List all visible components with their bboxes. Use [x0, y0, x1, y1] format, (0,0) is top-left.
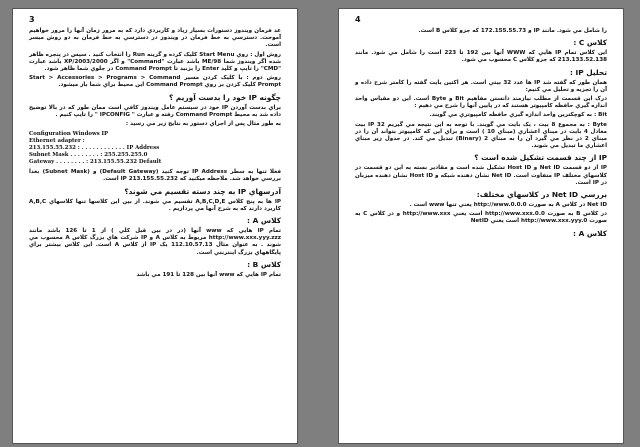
paragraph: به طور مثال پس از اجراي دستور به نتايج زير مي رسيد : — [125, 121, 281, 128]
ipconfig-output — [29, 131, 281, 166]
section-heading: آدرسهاي IP به چند دسته تقسيم مي شوند؟ — [124, 186, 281, 196]
paragraph: عد فرمان ويندوز دستورات بسيار زياد و کاربردي دارد که به مرور زمان آنها را مرور خواهيم آموخت. دسترسي به خط فرمان در ويندوز در دسترسي به خط فرمان به دو روش ميسر است. — [29, 28, 281, 49]
section-heading: کلاس C : — [573, 38, 607, 48]
paragraph: در کلاس B به صورت http://www.xxx.0.0 است يعني http://www.xxx و در کلاس C به صورت http://www.xxx.yyy.0 است يعني NetID — [355, 211, 607, 225]
paragraph: فعلا تنها به سطر IP Address توجه کنيد (Default Gateway) و (Subnet Mask) بعدا بررسي خواهد شد. ملاحظه ميکنيد که IP 213.155.55.232 است. — [29, 169, 282, 183]
config-line: Ethernet adapter : — [29, 138, 85, 145]
paragraph: اين کلاس تمام IP هايي که WWW آنها بين 192 تا 223 است را شامل مي شود. مانند 213.133.52.138 که جزو کلاس C محسوب مي شود. — [355, 50, 608, 64]
config-line: Subnet Mask . . . . . . . . : 255.255.255.0 — [29, 152, 148, 159]
section-heading: چگونه IP خود را بدست آوريم ؟ — [168, 92, 281, 102]
paragraph: Net ID در کلاس A به صورت http://www.0.0.0 يعني تنها www است . — [409, 202, 607, 209]
config-line: 213.155.55.232 : . . . . . . . . . . . . IP Address — [29, 145, 160, 152]
paragraph: را شامل مي شود. مانند IP و 172.155.55.73 که جزو کلاس B است. — [418, 28, 607, 34]
paragraph: Byte : به مجموع 8 بيت ، يک بايت مي گويند. با توجه به اين نتيجه مي گيريم IP 32 بيت معادل 4 بايت در مبناي اعشاري (مبناي 10 ) است و براي اين که کامپيوتر بتواند آن را در مبناي 2 در نظر مي گيرد آن را به مبناي 2 (Binary) تبديل مي کند. در جدول زير مبناي اعشاري ما تبديل مي شوند. — [355, 121, 607, 150]
document-page-right — [338, 8, 624, 444]
paragraph: تمام IP هايي که www آنها بين 128 تا 191 مي باشد — [136, 271, 281, 278]
section-heading: کلاس A : — [247, 216, 281, 226]
page-number: 3 — [29, 15, 35, 24]
paragraph: Bit : به کوچکترين واحد اندازه گيري حافظه کامپيوتري مي گويند. — [429, 112, 607, 119]
paragraph: تمام IP هايي که www آنها (در در بين قبل کلي ) از 1 تا 126 باشد مانند http://www.xxx.yyy.zzz مربوط به کلاس A و IP شرکت هاي بزرگ کلاس A محسوب مي شوند . به عنوان مثال 112.10.57.13 يک IP از کلاس A است. اين کلاس بيشتر براي پايگاههاي بزرگ اينترنتي است. — [29, 228, 281, 256]
paragraph: IP ها به پنج کلاس A,B,C,D,E تقسيم مي شوند. از بين اين کلاسها تنها کلاسهاي A,B,C کاربرد دارند که به شرح آنها مي پردازيم . — [29, 198, 281, 212]
config-line: Configuration Windows IP — [29, 131, 109, 138]
section-heading: بررسي Net ID در کلاسهاي مختلف: — [476, 190, 607, 200]
section-heading: کلاس B : — [247, 259, 281, 269]
paragraph: روش دوم : با کليک کردن مسير Start > Accessories > Programs > Command Prompt کليک کردن بر روي Command Prompt اين محيط براي شما باز ميشود. — [29, 75, 281, 89]
paragraph: روش اول : روي Start Menu کليک کرده و گزينه Run را انتخاب کنيد . سپس در پنجره ظاهر شده اگر ويندوز شما ME/98 باشد عبارت "Command" و اگر XP/2003/2000 باشد عبارت "CMD" را تايپ و کليد Enter را بزنيد تا Command Prompt در جلوي شما ظاهر شود. — [29, 51, 282, 73]
paragraph: همان طور که گفته شد IP ها عدد 32 بيتي است. هر اکتين بايت گفته را کامتر شرح داده و آن را تجزيه و تحليل مي کنيم: — [355, 79, 608, 93]
paragraph: براي بدست آوردن IP خود در سيستم عامل ويندوز کافي است ممان طور که در بالا توضيح داده شد به محيط Command Prompt رفته و عبارت " IPCONFIG " را تايپ کنيم . — [29, 104, 281, 118]
paragraph: درک اين قسمت از مطلب نيازمند دانستن مفاهيم Bit و Byte است. اين دو مقياس واحد اندازه گيري حافظه کامپيوتر هستند که در پايين آنها را شرح مي دهيم : — [355, 96, 607, 110]
section-heading: IP از چند قسمت تشکيل شده است ؟ — [474, 153, 607, 163]
document-page-left — [12, 8, 298, 444]
section-heading: تحليل IP : — [569, 67, 607, 77]
paragraph: IP از دو قسمت Net ID و Host ID تشکيل شده است و مقادير بسته به اين دو قسمت در کلاسهاي مختلف IP متفاوت است. Net ID نشان دهنده شبکه و Host ID نشان دهنده ميزبان در IP است. — [355, 165, 608, 186]
config-line: Gateway . . . . . . . . : 213.155.55.232 Default — [29, 159, 162, 166]
section-heading: کلاس A : — [573, 228, 607, 238]
page-number: 4 — [355, 15, 361, 24]
